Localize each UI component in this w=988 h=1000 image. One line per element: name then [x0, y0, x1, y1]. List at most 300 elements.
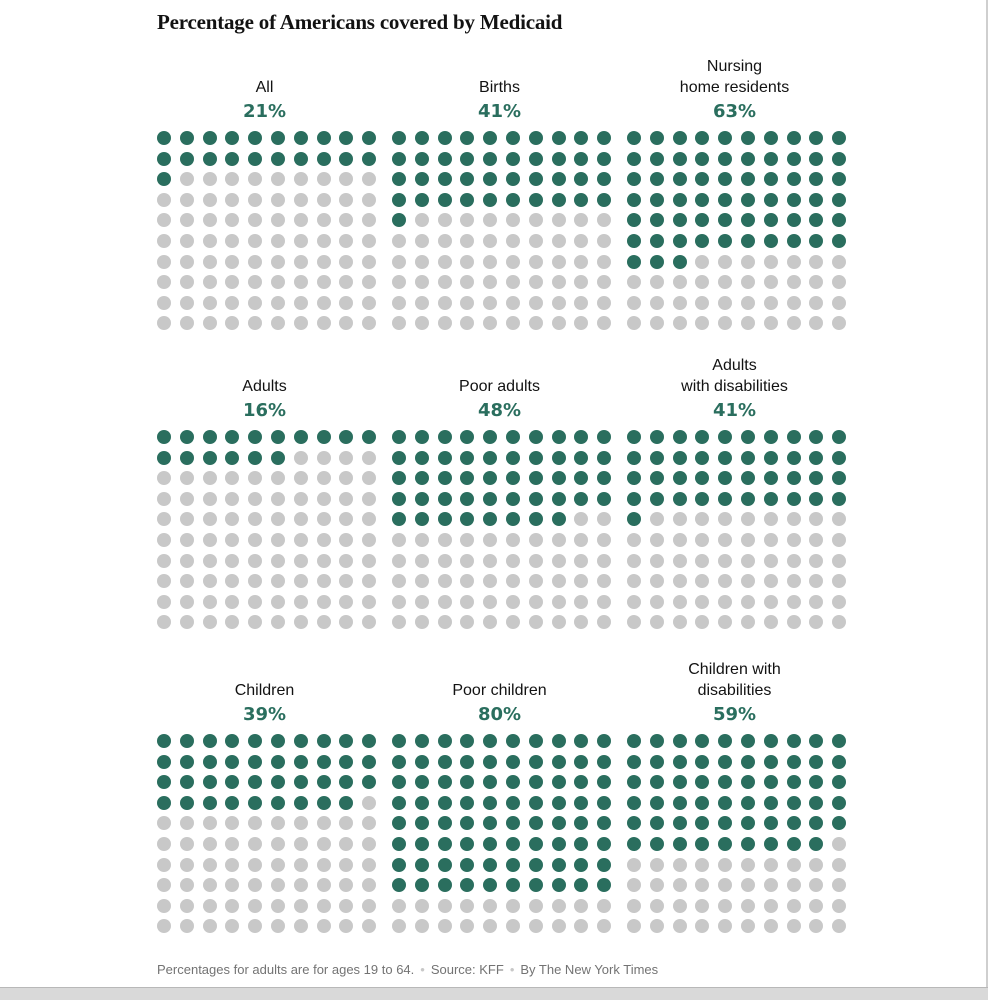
waffle-dot-not-covered — [203, 492, 217, 506]
waffle-dot-not-covered — [271, 296, 285, 310]
waffle-dot-covered — [787, 471, 801, 485]
waffle-dot-not-covered — [574, 234, 588, 248]
waffle-dot-not-covered — [832, 837, 846, 851]
waffle-dot-not-covered — [741, 919, 755, 933]
waffle-dot-not-covered — [157, 471, 171, 485]
waffle-dot-covered — [415, 878, 429, 892]
waffle-dot-not-covered — [627, 533, 641, 547]
waffle-dot-covered — [362, 775, 376, 789]
waffle-dot-covered — [597, 775, 611, 789]
waffle-dot-covered — [157, 734, 171, 748]
waffle-dot-not-covered — [650, 919, 664, 933]
waffle-dot-not-covered — [203, 193, 217, 207]
waffle-dot-covered — [362, 734, 376, 748]
waffle-dot-not-covered — [695, 899, 709, 913]
waffle-dot-not-covered — [552, 296, 566, 310]
waffle-dot-covered — [460, 131, 474, 145]
waffle-dot-not-covered — [506, 296, 520, 310]
waffle-dot-covered — [157, 796, 171, 810]
waffle-dot-not-covered — [248, 234, 262, 248]
waffle-dot-not-covered — [248, 899, 262, 913]
waffle-dot-covered — [764, 755, 778, 769]
waffle-dot-covered — [415, 796, 429, 810]
waffle-dot-covered — [271, 755, 285, 769]
waffle-dot-covered — [597, 131, 611, 145]
waffle-dot-covered — [362, 131, 376, 145]
waffle-dot-not-covered — [362, 193, 376, 207]
waffle-dot-covered — [650, 255, 664, 269]
waffle-dot-covered — [809, 471, 823, 485]
waffle-dot-not-covered — [483, 595, 497, 609]
waffle-dot-not-covered — [438, 213, 452, 227]
waffle-dot-covered — [225, 451, 239, 465]
waffle-dot-not-covered — [832, 533, 846, 547]
waffle-dot-not-covered — [225, 213, 239, 227]
waffle-dot-not-covered — [673, 899, 687, 913]
waffle-dot-not-covered — [271, 554, 285, 568]
waffle-dot-not-covered — [483, 255, 497, 269]
panel-percentage: 21% — [242, 101, 287, 122]
waffle-dot-covered — [695, 172, 709, 186]
waffle-dot-covered — [203, 796, 217, 810]
waffle-dot-not-covered — [339, 296, 353, 310]
waffle-dot-not-covered — [597, 615, 611, 629]
waffle-dot-not-covered — [597, 554, 611, 568]
waffle-dot-not-covered — [203, 172, 217, 186]
waffle-dot-covered — [673, 152, 687, 166]
waffle-dot-covered — [673, 775, 687, 789]
waffle-dot-not-covered — [787, 574, 801, 588]
waffle-dot-not-covered — [673, 296, 687, 310]
waffle-dot-not-covered — [339, 899, 353, 913]
waffle-dot-covered — [718, 213, 732, 227]
waffle-dot-not-covered — [392, 595, 406, 609]
waffle-dot-not-covered — [673, 919, 687, 933]
waffle-dot-not-covered — [392, 574, 406, 588]
waffle-dot-not-covered — [764, 296, 778, 310]
waffle-dot-not-covered — [157, 255, 171, 269]
waffle-dot-not-covered — [317, 451, 331, 465]
waffle-dot-not-covered — [339, 878, 353, 892]
waffle-dot-not-covered — [787, 296, 801, 310]
waffle-dot-not-covered — [741, 878, 755, 892]
waffle-dot-covered — [673, 213, 687, 227]
waffle-dot-covered — [741, 492, 755, 506]
waffle-dot-not-covered — [225, 899, 239, 913]
waffle-dot-not-covered — [460, 275, 474, 289]
waffle-dot-not-covered — [248, 471, 262, 485]
waffle-dot-not-covered — [203, 595, 217, 609]
waffle-dot-covered — [552, 471, 566, 485]
waffle-dot-covered — [832, 131, 846, 145]
waffle-dot-not-covered — [627, 554, 641, 568]
waffle-dot-covered — [248, 430, 262, 444]
waffle-dot-not-covered — [180, 275, 194, 289]
waffle-dot-covered — [787, 816, 801, 830]
waffle-dot-not-covered — [809, 554, 823, 568]
waffle-dot-covered — [529, 858, 543, 872]
waffle-dot-not-covered — [506, 899, 520, 913]
waffle-dot-not-covered — [650, 858, 664, 872]
waffle-dot-not-covered — [764, 533, 778, 547]
waffle-dot-not-covered — [225, 316, 239, 330]
waffle-dot-not-covered — [695, 595, 709, 609]
waffle-dot-not-covered — [248, 275, 262, 289]
waffle-dot-not-covered — [764, 615, 778, 629]
waffle-dot-covered — [483, 152, 497, 166]
waffle-dot-covered — [438, 858, 452, 872]
waffle-dot-not-covered — [203, 234, 217, 248]
waffle-dot-not-covered — [438, 296, 452, 310]
waffle-dot-covered — [809, 734, 823, 748]
waffle-dot-not-covered — [483, 213, 497, 227]
waffle-dot-covered — [552, 755, 566, 769]
waffle-dot-not-covered — [460, 615, 474, 629]
waffle-dot-covered — [764, 430, 778, 444]
waffle-dot-not-covered — [271, 275, 285, 289]
waffle-dot-not-covered — [764, 574, 778, 588]
waffle-dot-not-covered — [294, 296, 308, 310]
waffle-dot-covered — [650, 131, 664, 145]
waffle-dot-not-covered — [809, 595, 823, 609]
waffle-dot-not-covered — [392, 899, 406, 913]
waffle-dot-not-covered — [180, 595, 194, 609]
waffle-dot-covered — [460, 878, 474, 892]
waffle-dot-not-covered — [339, 554, 353, 568]
waffle-dot-not-covered — [180, 533, 194, 547]
waffle-dot-not-covered — [673, 878, 687, 892]
waffle-dot-not-covered — [741, 554, 755, 568]
waffle-dot-not-covered — [574, 213, 588, 227]
waffle-dot-not-covered — [695, 858, 709, 872]
waffle-dot-covered — [650, 213, 664, 227]
waffle-dot-covered — [809, 152, 823, 166]
waffle-dot-not-covered — [552, 316, 566, 330]
waffle-dot-not-covered — [248, 919, 262, 933]
waffle-dot-not-covered — [203, 615, 217, 629]
waffle-dot-covered — [157, 172, 171, 186]
waffle-dot-covered — [597, 878, 611, 892]
waffle-dot-not-covered — [317, 615, 331, 629]
waffle-dot-covered — [597, 430, 611, 444]
waffle-grid — [157, 430, 372, 635]
waffle-dot-not-covered — [483, 919, 497, 933]
waffle-dot-covered — [718, 755, 732, 769]
waffle-dot-covered — [552, 492, 566, 506]
waffle-dot-not-covered — [787, 858, 801, 872]
waffle-dot-covered — [529, 512, 543, 526]
waffle-dot-covered — [673, 193, 687, 207]
waffle-dot-covered — [673, 131, 687, 145]
waffle-dot-covered — [650, 816, 664, 830]
waffle-dot-covered — [574, 193, 588, 207]
waffle-dot-not-covered — [248, 595, 262, 609]
panel-label: Poor children — [452, 682, 547, 699]
waffle-dot-not-covered — [271, 172, 285, 186]
footer — [157, 962, 658, 977]
waffle-dot-not-covered — [339, 172, 353, 186]
waffle-dot-not-covered — [271, 255, 285, 269]
waffle-dot-covered — [574, 430, 588, 444]
waffle-dot-not-covered — [695, 554, 709, 568]
waffle-dot-covered — [362, 152, 376, 166]
waffle-dot-not-covered — [317, 193, 331, 207]
waffle-dot-not-covered — [650, 512, 664, 526]
waffle-dot-not-covered — [787, 255, 801, 269]
waffle-dot-not-covered — [392, 316, 406, 330]
waffle-dot-not-covered — [317, 816, 331, 830]
waffle-dot-covered — [483, 858, 497, 872]
waffle-dot-covered — [627, 471, 641, 485]
waffle-dot-not-covered — [362, 296, 376, 310]
waffle-dot-covered — [787, 430, 801, 444]
footer-note: Percentages for adults are for ages 19 to 64. — [157, 962, 415, 977]
waffle-dot-not-covered — [248, 574, 262, 588]
waffle-dot-not-covered — [180, 316, 194, 330]
waffle-dot-not-covered — [271, 574, 285, 588]
waffle-dot-not-covered — [627, 595, 641, 609]
waffle-dot-not-covered — [317, 919, 331, 933]
waffle-dot-covered — [225, 734, 239, 748]
waffle-dot-not-covered — [552, 574, 566, 588]
waffle-dot-covered — [552, 193, 566, 207]
waffle-dot-not-covered — [529, 234, 543, 248]
waffle-dot-covered — [597, 492, 611, 506]
waffle-dot-covered — [552, 816, 566, 830]
waffle-dot-covered — [438, 492, 452, 506]
waffle-dot-covered — [248, 775, 262, 789]
waffle-dot-not-covered — [180, 615, 194, 629]
panel-percentage: 41% — [477, 101, 522, 122]
waffle-dot-not-covered — [673, 574, 687, 588]
waffle-dot-not-covered — [157, 899, 171, 913]
waffle-dot-covered — [741, 451, 755, 465]
waffle-dot-not-covered — [294, 816, 308, 830]
waffle-dot-not-covered — [741, 316, 755, 330]
waffle-dot-covered — [627, 131, 641, 145]
waffle-dot-not-covered — [339, 574, 353, 588]
waffle-dot-covered — [809, 492, 823, 506]
waffle-dot-covered — [627, 234, 641, 248]
waffle-dot-covered — [627, 172, 641, 186]
waffle-dot-not-covered — [157, 574, 171, 588]
waffle-dot-covered — [627, 492, 641, 506]
waffle-dot-not-covered — [741, 615, 755, 629]
waffle-dot-covered — [832, 193, 846, 207]
waffle-dot-covered — [695, 471, 709, 485]
waffle-dot-not-covered — [650, 595, 664, 609]
waffle-dot-covered — [392, 172, 406, 186]
waffle-dot-covered — [787, 796, 801, 810]
waffle-dot-covered — [506, 430, 520, 444]
waffle-dot-covered — [203, 430, 217, 444]
waffle-dot-covered — [574, 775, 588, 789]
waffle-dot-covered — [460, 734, 474, 748]
waffle-dot-not-covered — [180, 172, 194, 186]
waffle-dot-not-covered — [317, 213, 331, 227]
waffle-dot-not-covered — [180, 234, 194, 248]
waffle-dot-not-covered — [460, 255, 474, 269]
waffle-dot-covered — [317, 775, 331, 789]
waffle-dot-not-covered — [317, 574, 331, 588]
waffle-dot-not-covered — [392, 296, 406, 310]
waffle-dot-not-covered — [506, 275, 520, 289]
waffle-dot-not-covered — [294, 471, 308, 485]
panel-percentage: 59% — [712, 704, 757, 725]
waffle-dot-covered — [787, 213, 801, 227]
waffle-dot-not-covered — [203, 899, 217, 913]
waffle-dot-not-covered — [552, 255, 566, 269]
waffle-dot-not-covered — [764, 512, 778, 526]
waffle-dot-not-covered — [180, 899, 194, 913]
waffle-dot-not-covered — [225, 919, 239, 933]
waffle-dot-not-covered — [157, 615, 171, 629]
waffle-dot-not-covered — [317, 858, 331, 872]
waffle-dot-not-covered — [339, 533, 353, 547]
waffle-grid — [627, 734, 842, 939]
waffle-dot-not-covered — [225, 296, 239, 310]
waffle-dot-covered — [460, 172, 474, 186]
waffle-dot-not-covered — [362, 615, 376, 629]
waffle-dot-not-covered — [650, 296, 664, 310]
waffle-dot-covered — [574, 837, 588, 851]
waffle-dot-not-covered — [248, 512, 262, 526]
waffle-dot-not-covered — [764, 255, 778, 269]
waffle-dot-not-covered — [203, 296, 217, 310]
waffle-dot-covered — [809, 775, 823, 789]
waffle-dot-not-covered — [203, 275, 217, 289]
waffle-dot-covered — [506, 878, 520, 892]
waffle-dot-not-covered — [764, 899, 778, 913]
waffle-dot-not-covered — [271, 816, 285, 830]
waffle-dot-not-covered — [552, 899, 566, 913]
waffle-dot-covered — [627, 837, 641, 851]
waffle-dot-covered — [695, 430, 709, 444]
waffle-dot-not-covered — [203, 471, 217, 485]
waffle-dot-not-covered — [809, 878, 823, 892]
waffle-dot-covered — [157, 430, 171, 444]
waffle-dot-covered — [529, 131, 543, 145]
waffle-dot-covered — [764, 172, 778, 186]
waffle-dot-covered — [552, 512, 566, 526]
waffle-dot-covered — [438, 755, 452, 769]
waffle-dot-not-covered — [317, 533, 331, 547]
waffle-dot-not-covered — [339, 471, 353, 485]
waffle-dot-not-covered — [483, 899, 497, 913]
waffle-dot-not-covered — [529, 595, 543, 609]
waffle-dot-covered — [294, 152, 308, 166]
waffle-dot-not-covered — [339, 234, 353, 248]
waffle-dot-not-covered — [552, 595, 566, 609]
waffle-dot-covered — [741, 152, 755, 166]
waffle-dot-covered — [415, 755, 429, 769]
waffle-dot-not-covered — [248, 193, 262, 207]
waffle-dot-covered — [392, 152, 406, 166]
waffle-dot-covered — [438, 193, 452, 207]
waffle-dot-not-covered — [552, 554, 566, 568]
waffle-dot-not-covered — [248, 858, 262, 872]
waffle-dot-covered — [741, 193, 755, 207]
waffle-dot-covered — [832, 430, 846, 444]
waffle-dot-not-covered — [438, 554, 452, 568]
waffle-dot-covered — [225, 755, 239, 769]
waffle-dot-covered — [248, 755, 262, 769]
waffle-dot-not-covered — [362, 837, 376, 851]
waffle-dot-covered — [392, 755, 406, 769]
waffle-dot-not-covered — [460, 899, 474, 913]
waffle-dot-not-covered — [225, 554, 239, 568]
horizontal-scrollbar[interactable] — [0, 987, 988, 1000]
waffle-dot-not-covered — [574, 316, 588, 330]
waffle-dot-not-covered — [415, 255, 429, 269]
panel-percentage: 80% — [477, 704, 522, 725]
waffle-dot-covered — [317, 152, 331, 166]
waffle-dot-not-covered — [271, 919, 285, 933]
waffle-dot-not-covered — [483, 615, 497, 629]
waffle-dot-covered — [415, 492, 429, 506]
waffle-dot-covered — [529, 796, 543, 810]
waffle-dot-covered — [529, 193, 543, 207]
waffle-dot-not-covered — [180, 554, 194, 568]
waffle-dot-not-covered — [695, 878, 709, 892]
waffle-dot-not-covered — [809, 899, 823, 913]
waffle-dot-not-covered — [787, 899, 801, 913]
waffle-dot-not-covered — [627, 919, 641, 933]
waffle-dot-covered — [460, 816, 474, 830]
waffle-dot-covered — [392, 878, 406, 892]
waffle-dot-not-covered — [650, 275, 664, 289]
waffle-dot-not-covered — [271, 213, 285, 227]
waffle-dot-covered — [506, 451, 520, 465]
waffle-dot-not-covered — [317, 255, 331, 269]
waffle-grid — [627, 131, 842, 336]
waffle-dot-covered — [415, 152, 429, 166]
waffle-dot-not-covered — [203, 512, 217, 526]
waffle-dot-not-covered — [673, 275, 687, 289]
waffle-dot-covered — [597, 858, 611, 872]
waffle-dot-not-covered — [294, 899, 308, 913]
waffle-dot-covered — [180, 131, 194, 145]
waffle-dot-not-covered — [203, 316, 217, 330]
waffle-dot-covered — [339, 755, 353, 769]
waffle-dot-not-covered — [695, 512, 709, 526]
waffle-dot-not-covered — [574, 512, 588, 526]
waffle-dot-not-covered — [248, 316, 262, 330]
waffle-dot-covered — [460, 837, 474, 851]
waffle-dot-not-covered — [362, 595, 376, 609]
waffle-dot-not-covered — [248, 837, 262, 851]
waffle-dot-covered — [415, 172, 429, 186]
waffle-dot-not-covered — [529, 275, 543, 289]
waffle-dot-not-covered — [764, 316, 778, 330]
waffle-dot-not-covered — [392, 554, 406, 568]
waffle-dot-covered — [506, 816, 520, 830]
waffle-dot-covered — [650, 837, 664, 851]
waffle-dot-covered — [415, 512, 429, 526]
waffle-dot-not-covered — [809, 858, 823, 872]
waffle-dot-not-covered — [294, 193, 308, 207]
waffle-dot-covered — [317, 734, 331, 748]
waffle-dot-covered — [574, 152, 588, 166]
waffle-dot-not-covered — [650, 533, 664, 547]
waffle-dot-covered — [597, 152, 611, 166]
waffle-dot-covered — [438, 451, 452, 465]
waffle-dot-covered — [438, 775, 452, 789]
waffle-dot-not-covered — [392, 919, 406, 933]
waffle-dot-covered — [506, 512, 520, 526]
waffle-dot-not-covered — [832, 296, 846, 310]
waffle-dot-covered — [225, 152, 239, 166]
